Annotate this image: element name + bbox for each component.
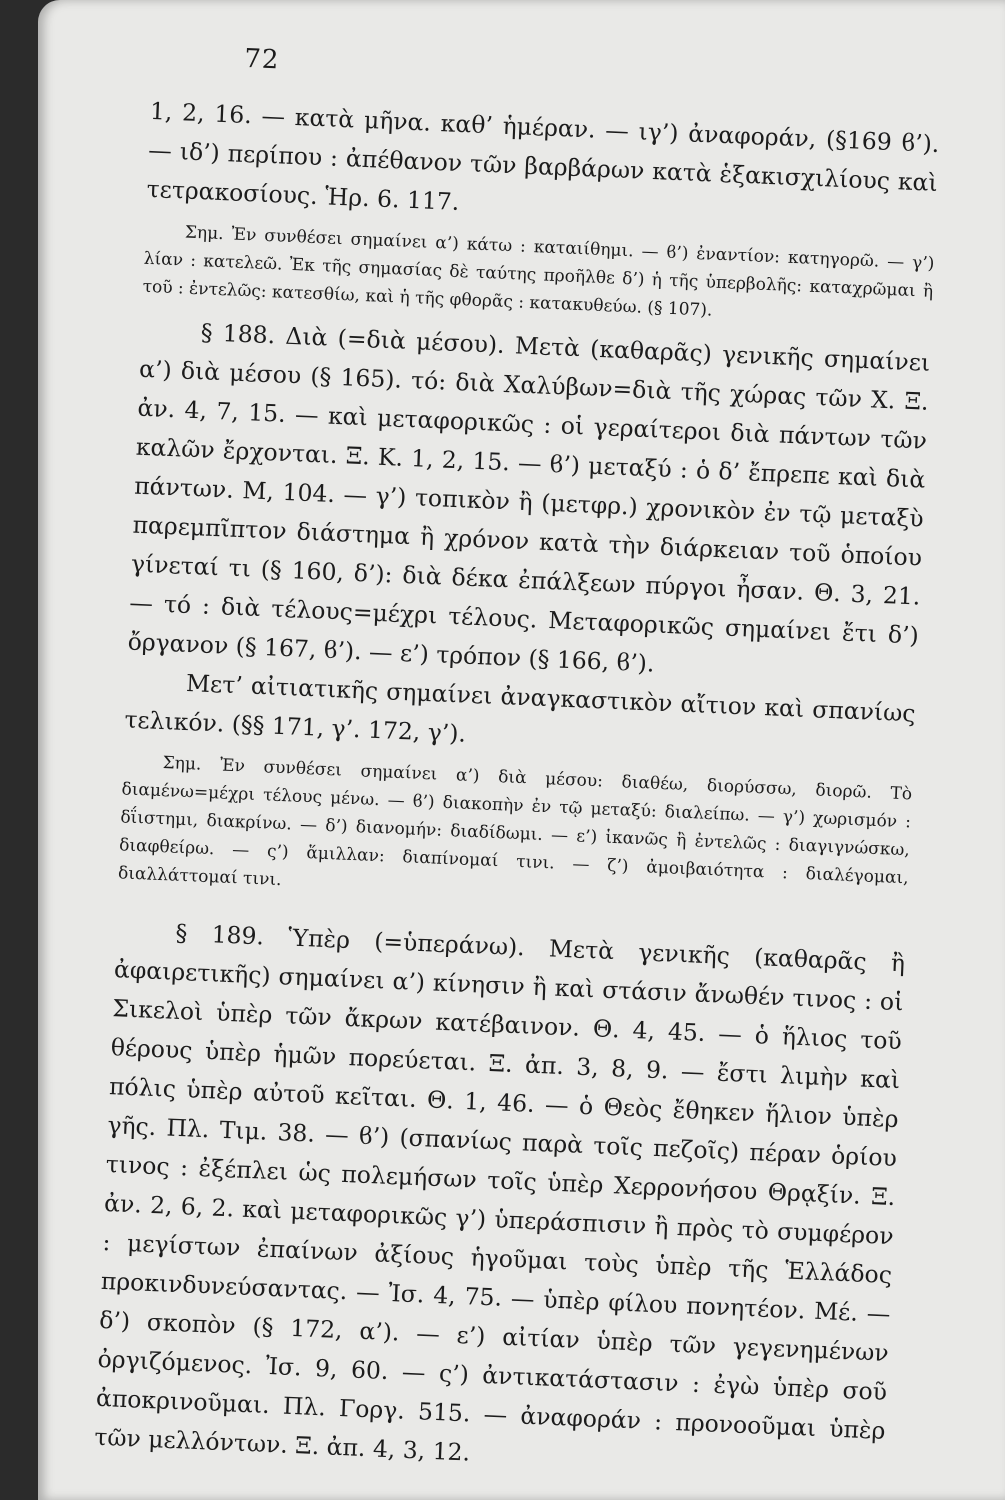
note-dia: Σημ. Ἐν συνθέσει σημαίνει α’) διὰ μέσου: διαθέω, διορύσσω, διορῶ. Τὸ διαμένω=μέχρι τέλους μένω. — ϐ’) διακοπὴν ἐν τῷ μεταξύ: διαλείπω. — γ’) χωρισμόν : δΐιστημι, διακρίνω. — δ’) διανομήν: διαδίδωμι. — ε’) ἱκανῶς ἢ ἐντελῶς : διαγιγνώσκω, διαφθείρω. — ς’) ἅμιλλαν: διαπίνομαί τινι. — ζ’) ἀμοιβαιότητα : διαλέγομαι, διαλλάττομαί τινι. [117, 753, 913, 891]
page-text [94, 40, 943, 1490]
paragraph-189-hyper: § 189. Ὑπὲρ (=ὑπεράνω). Μετὰ γενικῆς (καθαρᾶς ἢ ἀφαιρετικῆς) σημαίνει α’) κίνησιν ἢ καὶ στάσιν ἄνωθέν τινος : οἱ Σικελοὶ ὑπὲρ τῶν ἄκρων κατέβαινον. Θ. 4, 45. — ὁ ἥλιος τοῦ θέρους ὑπὲρ ἡμῶν πορεύεται. Ξ. ἀπ. 3, 8, 9. — ἔστι λιμὴν καὶ πόλις ὑπὲρ αὐτοῦ κεῖται. Θ. 1, 46. — ὁ Θεὸς ἔθηκεν ἥλιον ὑπὲρ γῆς. Πλ. Τιμ. 38. — ϐ’) (σπανίως παρὰ τοῖς πεζοῖς) πέραν ὁρίου τινος : ἐξέπλει ὡς πολεμήσων τοῖς ὑπὲρ Χερρονήσου Θρᾳξίν. Ξ. ἀν. 2, 6, 2. καὶ μεταφορικῶς γ’) ὑπεράσπισιν ἢ πρὸς τὸ συμφέρον : μεγίστων ἐπαίνων ἀξίους ἡγοῦμαι τοὺς ὑπὲρ τῆς Ἑλλάδος προκινδυνεύσαντας. — Ἰσ. 4, 75. — ὑπὲρ φίλου πονητέον. Μέ. — δ’) σκοπὸν (§ 172, α’). — ε’) αἰτίαν ὑπὲρ τῶν γεγενημένων ὀργιζόμενος. Ἰσ. 9, 60. — ς’) ἀντικατάστασιν : ἐγὼ ὑπὲρ σοῦ ἀποκρινοῦμαι. Πλ. Γοργ. 515. — ἀναφοράν : προνοοῦμαι ὑπὲρ τῶν μελλόντων. Ξ. ἀπ. 4, 3, 12. [93, 918, 906, 1467]
page-number: 72 [243, 43, 280, 76]
note-kata: Σημ. Ἐν συνθέσει σημαίνει α’) κάτω : καταιίθημι. — ϐ’) ἐναντίον: κατηγορῶ. — γ’) λίαν : κατελεῶ. Ἐκ τῆς σημασίας δὲ ταύτης προῆλθε δ’) ἡ τῆς ὑπερβολῆς: καταχρῶμαι ἢ τοῦ : ἐντελῶς: κατεσθίω, καὶ ἡ τῆς φθορᾶς : κατακυθεύω. (§ 107). [142, 222, 935, 321]
book-page [38, 0, 1005, 1500]
paragraph-dia-accusative: Μετ’ αἰτιατικῆς σημαίνει ἀναγκαστικὸν αἴτιον καὶ σπανίως τελικόν. (§§ 171, γ’. 172, γ’). [123, 668, 917, 748]
paragraph-continuation: 1, 2, 16. — κατὰ μῆνα. καθ’ ἡμέραν. — ιγ’) ἀναφοράν, (§169 ϐ’). — ιδ’) περίπου : ἀπέθανον τῶν βαρβάρων κατὰ ἑξακισχιλίους καὶ τετρακοσίους. Ἡρ. 6. 117. [146, 96, 940, 216]
paragraph-188-dia: § 188. Διὰ (=διὰ μέσου). Μετὰ (καθαρᾶς) γενικῆς σημαίνει α’) διὰ μέσου (§ 165). τό: διὰ Χαλύβων=διὰ τῆς χώρας τῶν Χ. Ξ. ἀν. 4, 7, 15. — καὶ μεταφορικῶς : οἱ γεραίτεροι διὰ πάντων τῶν καλῶν ἔρχονται. Ξ. Κ. 1, 2, 15. — ϐ’) μεταξύ : ὁ δ’ ἔπρεπε καὶ διὰ πάντων. Μ, 104. — γ’) τοπικὸν ἢ (μετφρ.) χρονικὸν ἐν τῷ μεταξὺ παρεμπῖπτον διάστημα ἢ χρόνον κατὰ τὴν διάρκειαν τοῦ ὁποίου γίνεταί τι (§ 160, δ’): διὰ δέκα ἐπάλξεων πύργοι ἦσαν. Θ. 3, 21. — τό : διὰ τέλους=μέχρι τέλους. Μεταφορικῶς σημαίνει ἔτι δ’) ὄργανον (§ 167, ϐ’). — ε’) τρόπον (§ 166, ϐ’). [127, 318, 931, 678]
